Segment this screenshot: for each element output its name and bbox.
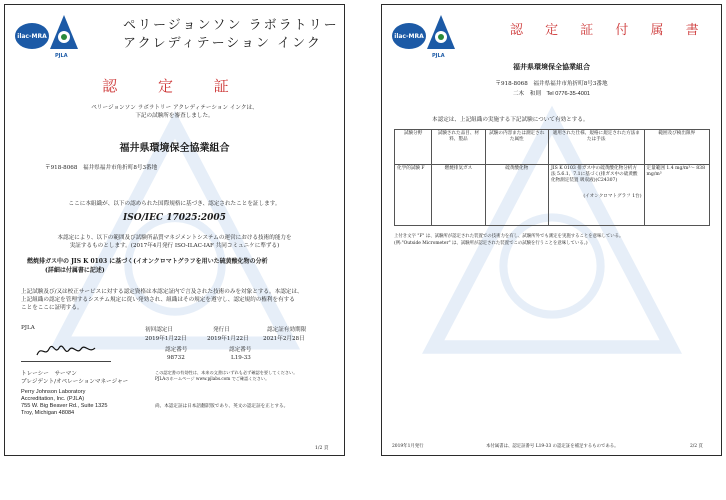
issue-month: 2019年1月発行	[392, 444, 424, 449]
address-line-3: 755 W. Big Beaver Rd., Suite 1325	[21, 403, 108, 409]
cell-range: 定量範囲 1.4 mg/m³～ 838 mg/m³	[644, 165, 709, 226]
header-field: 試験分野	[395, 130, 432, 165]
assessment-statement: ここに本組織が、以下の認められた国際規格に基づき、認定されたことを証します。	[68, 201, 281, 207]
cell-field: 化学的試験 F	[395, 165, 432, 226]
signer-name: トレーシー サーマン	[21, 371, 77, 377]
issuer-name-line1: ペリージョンソン ラボラトリー	[123, 18, 339, 33]
conditions-line-2: 上記組織の認定を管理するシステム規定に従い発効され、組織はその規定を遵守し、認定規約の権利を有する	[21, 297, 295, 303]
certificate-page	[4, 4, 345, 456]
page-number: 1/2 頁	[315, 446, 329, 451]
cell-item: 燃焼排気ガス	[432, 165, 485, 226]
date-value-issue: 2019年1月22日	[207, 336, 249, 342]
header-method: 適用された仕様、規格に規定された方法または手法	[548, 130, 644, 165]
number-value-2: L19-33	[231, 355, 251, 361]
annex-supplement-note: 本付属書は、認定証番号 L19-33 の認定証を補足するものである。	[486, 444, 619, 449]
cell-method-note: (イオンクロマトグラフ 1台)	[583, 194, 642, 199]
header-range: 範囲及び検出限界	[644, 130, 709, 165]
scope-line-2: 実証するものとします。(2017年4月発行 ISO-ILAC-IAF 共同コミュニケに準ずる)	[69, 243, 280, 249]
issuer-header	[123, 17, 343, 53]
superscript-note-2: (例:"Outside Micrometer" は、試験所が認定された装置でこの試験を行うことを意味している。)	[394, 241, 588, 246]
date-label-expiry: 認定証有効期限	[267, 327, 307, 333]
number-label-1: 認定番号	[165, 347, 188, 353]
pjla-small-label: PJLA	[21, 325, 35, 331]
ilac-pjla-logo	[392, 13, 456, 61]
validity-note-1: この認定書の有効性は、本来の文書はいずれも必ず確認を要してください。	[155, 370, 298, 375]
certificate-title: 認 定 証	[102, 77, 247, 95]
cell-attribute: 硫黄酸化物	[485, 165, 548, 226]
header-item: 試験された品目、材料、製品	[432, 130, 485, 165]
scope-table	[394, 129, 710, 226]
conditions-line-1: 上記試験及び/又は校正サービスに対する認定資格は本認定証内で言及された技術のみを対象とする。本認定は、	[21, 289, 303, 295]
ilac-mra-logo-text: ilac-MRA	[15, 23, 49, 49]
number-value-1: 98732	[167, 355, 185, 361]
iso-standard: ISO/IEC 17025:2005	[123, 213, 226, 223]
scope-title-1: 燃焼排ガス中の JIS K 0103 に基づく(イオンクロマトグラフを用いた硫黄酸化物の分析	[27, 258, 268, 265]
scope-title-2: (詳細は付属書に記述)	[45, 267, 105, 274]
intro-line-2: 下記の試験所を審査しました。	[135, 113, 214, 119]
superscript-note-1: 上付き文字 "F" は、試験所が認定された装置での技術力を有し、試験所外でも測定を実施することを意味している。	[394, 234, 624, 239]
cell-method-text: JIS K 0103 排ガス中の硫黄酸化物分析方法 5.6.1、7.1に基づく(排ガス中の硫黄酸化物測定装置 吸収液)(C24307)	[550, 166, 638, 183]
ilac-mra-logo-text: ilac-MRA	[392, 23, 426, 49]
address-line-1: Perry Johnson Laboratory	[21, 389, 86, 395]
contact-line: 二木 和則 Tel 0776-35-4001	[512, 91, 591, 97]
date-label-initial: 初回認定日	[145, 327, 173, 333]
header-attribute: 試験の内容または測定された属性	[485, 130, 548, 165]
date-value-initial: 2019年1月22日	[145, 336, 187, 342]
signature-line	[21, 361, 111, 362]
pjla-triangle-icon	[49, 13, 79, 53]
intro-line-1: ペリージョンソン ラボラトリー アクレディテーション インクは、	[91, 105, 258, 111]
annex-title: 認 定 証 付 属 書	[510, 23, 708, 38]
address-line-4: Troy, Michigan 48084	[21, 410, 75, 416]
number-label-2: 認定番号	[229, 347, 252, 353]
table-header-row	[395, 130, 710, 165]
organization-address: 〒918-8068 福井県福井市角折町8号3番地	[45, 165, 158, 171]
scope-line-1: 本認定により、以下の範囲及び試験所品質マネジメントシステムの運営における技術的能力を	[57, 235, 292, 241]
signer-title: プレジデント/オペレーションマネージャー	[21, 379, 129, 385]
signature-icon	[35, 343, 97, 359]
cell-method	[548, 165, 644, 226]
organization-address: 〒918-8068 福井県福井市角折町8号3番地	[495, 81, 608, 87]
conditions-line-3: ことをここに証明する。	[21, 305, 83, 311]
annex-page	[381, 4, 722, 456]
ilac-pjla-logo	[15, 13, 79, 61]
page-number: 2/2 頁	[690, 444, 703, 449]
pjla-triangle-icon	[426, 13, 456, 53]
address-line-2: Accreditation, Inc. (PJLA)	[21, 396, 85, 402]
pjla-logo-label: PJLA	[432, 53, 445, 59]
organization-name: 福井県環境保全協業組合	[513, 62, 590, 71]
translation-note: 尚、本認定証は日本語翻訳版であり、英文の認定証を正とする。	[155, 404, 289, 409]
pjla-logo-label: PJLA	[55, 53, 68, 59]
validity-note-2: PJLAのホームページ www.pjlabs.com でご確認ください。	[155, 376, 270, 381]
date-value-expiry: 2021年2月28日	[263, 336, 305, 342]
date-label-issue: 発行日	[213, 327, 230, 333]
table-row	[395, 165, 710, 226]
annex-intro: 本認定は、上記組織の実施する下記試験について有効とする。	[432, 117, 589, 123]
organization-name: 福井県環境保全協業組合	[119, 143, 230, 154]
issuer-name-line2: アクレディテーション インク	[123, 36, 322, 51]
